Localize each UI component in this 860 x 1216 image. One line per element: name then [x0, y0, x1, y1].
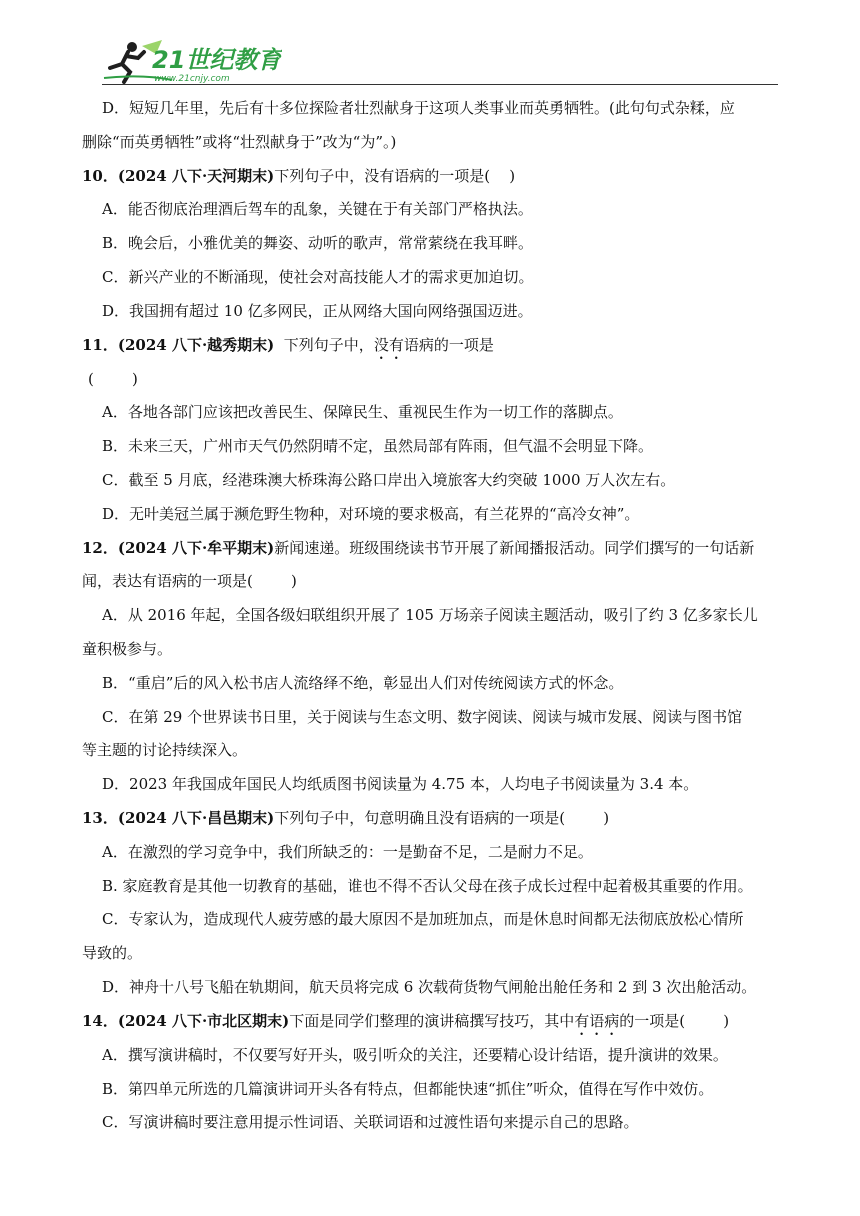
q12-option-d: D．2023 年我国成年国民人均纸质图书阅读量为 4.75 本，人均电子书阅读量为 3.4 本。: [102, 775, 699, 794]
q12-option-a-cont: 童积极参与。: [82, 639, 173, 658]
q11-stem-post: 语病的一项是: [403, 335, 494, 354]
q14-stem-post: 的一项是( ): [619, 1011, 730, 1030]
q11-stem: [82, 329, 782, 363]
q14-option-b: B．第四单元所选的几篇演讲词开头各有特点，但都能快速“抓住”听众，值得在写作中效仿。: [102, 1079, 714, 1098]
q11-stem-pre: 下列句子中，: [274, 335, 374, 354]
q13-number: 13．: [82, 808, 118, 827]
q13-option-d: D．神舟十八号飞船在轨期间，航天员将完成 6 次载荷货物气闸舱出舱任务和 2 到 3 次出舱活动。: [102, 977, 757, 996]
q12-option-c-cont: 等主题的讨论持续深入。: [82, 741, 248, 760]
q11-option-a: A．各地各部门应该把改善民生、保障民生、重视民生作为一切工作的落脚点。: [102, 403, 623, 422]
page-header: [0, 0, 860, 90]
question-13: [82, 802, 782, 1005]
logo-21cnjy: [102, 38, 282, 84]
q14-stem-pre: 下面是同学们整理的演讲稿撰写技巧，其中: [289, 1011, 575, 1030]
q10-stem: [82, 160, 782, 194]
q9-option-d-cont: 删除“而英勇牺牲”或将“壮烈献身于”改为“为”。): [82, 132, 397, 151]
q11-option-d: D．无叶美冠兰属于濒危野生物种，对环境的要求极高，有兰花界的“高冷女神”。: [102, 504, 640, 523]
q11-answer-paren: ( ): [88, 369, 138, 388]
q13-stem: [82, 802, 782, 836]
q11-option-c: C．截至 5 月底，经港珠澳大桥珠海公路口岸出入境旅客大约突破 1000 万人次左右。: [102, 470, 676, 489]
q11-number: 11．: [82, 335, 118, 354]
q10-stem-text: 下列句子中，没有语病的一项是(: [274, 166, 491, 185]
q12-stem-line2: 闻，表达有语病的一项是( ): [82, 572, 297, 591]
q13-option-b: B. 家庭教育是其他一切教育的基础，谁也不得不否认父母在孩子成长过程中起着极其重要的作用。: [102, 876, 753, 895]
q14-stem: [82, 1005, 782, 1039]
q14-source-tag: (2024 八下·市北区期末): [117, 1011, 290, 1030]
q12-source-tag: (2024 八下·牟平期末): [117, 538, 275, 557]
question-10: [82, 160, 782, 329]
question-14: [82, 1005, 782, 1140]
q14-stem-emphasis: 有语病: [574, 1011, 620, 1030]
header-divider: [102, 84, 778, 85]
q12-option-c: C．在第 29 个世界读书日里，关于阅读与生态文明、数字阅读、阅读与城市发展、阅读与图书馆: [102, 707, 743, 726]
q13-option-c-cont: 导致的。: [82, 944, 143, 963]
q10-option-b: B．晚会后，小雅优美的舞姿、动听的歌声，常常萦绕在我耳畔。: [102, 234, 534, 253]
question-11: [82, 329, 782, 532]
q10-number: 10．: [82, 166, 118, 185]
question-9-tail: [82, 92, 782, 160]
q10-option-c: C．新兴产业的不断涌现，使社会对高技能人才的需求更加迫切。: [102, 267, 534, 286]
q12-stem: [82, 532, 782, 566]
q13-option-a: A．在激烈的学习竞争中，我们所缺乏的：一是勤奋不足，二是耐力不足。: [102, 842, 593, 861]
q14-number: 14．: [82, 1011, 118, 1030]
q11-option-b: B．未来三天，广州市天气仍然阴晴不定，虽然局部有阵雨，但气温不会明显下降。: [102, 437, 654, 456]
q13-option-c: C．专家认为，造成现代人疲劳感的最大原因不是加班加点，而是休息时间都无法彻底放松心情所: [102, 910, 744, 929]
q14-option-c: C．写演讲稿时要注意用提示性词语、关联词语和过渡性语句来提示自己的思路。: [102, 1113, 639, 1132]
q11-stem-emphasis: 没有: [373, 335, 404, 354]
q9-option-d: D．短短几年里，先后有十多位探险者壮烈献身于这项人类事业而英勇牺牲。(此句句式杂糅，应: [102, 99, 735, 117]
q13-source-tag: (2024 八下·昌邑期末): [117, 808, 275, 827]
q10-option-a: A．能否彻底治理酒后驾车的乱象，关键在于有关部门严格执法。: [102, 200, 533, 219]
logo-name: 21世纪教育: [152, 46, 282, 74]
q12-stem-line1: 新闻速递。班级围绕读书节开展了新闻播报活动。同学们撰写的一句话新: [274, 538, 755, 557]
q10-answer-paren: ): [490, 166, 516, 185]
logo-url: www.21cnjy.com: [154, 74, 230, 84]
q12-option-b: B．“重启”后的风入松书店人流络绎不绝，彰显出人们对传统阅读方式的怀念。: [102, 673, 624, 692]
q12-option-a: A．从 2016 年起，全国各级妇联组织开展了 105 万场亲子阅读主题活动，吸引了约 3 亿多家长儿: [102, 606, 758, 625]
q13-stem-text: 下列句子中，句意明确且没有语病的一项是( ): [274, 808, 610, 827]
q10-source-tag: (2024 八下·天河期末): [117, 166, 275, 185]
q11-source-tag: (2024 八下·越秀期末): [117, 335, 275, 354]
document-body: [82, 92, 782, 1140]
question-12: [82, 532, 782, 802]
q12-number: 12．: [82, 538, 118, 557]
q14-option-a: A．撰写演讲稿时，不仅要写好开头，吸引听众的关注，还要精心设计结语，提升演讲的效果。: [102, 1045, 728, 1064]
q10-option-d: D．我国拥有超过 10 亿多网民，正从网络大国向网络强国迈进。: [102, 301, 533, 320]
